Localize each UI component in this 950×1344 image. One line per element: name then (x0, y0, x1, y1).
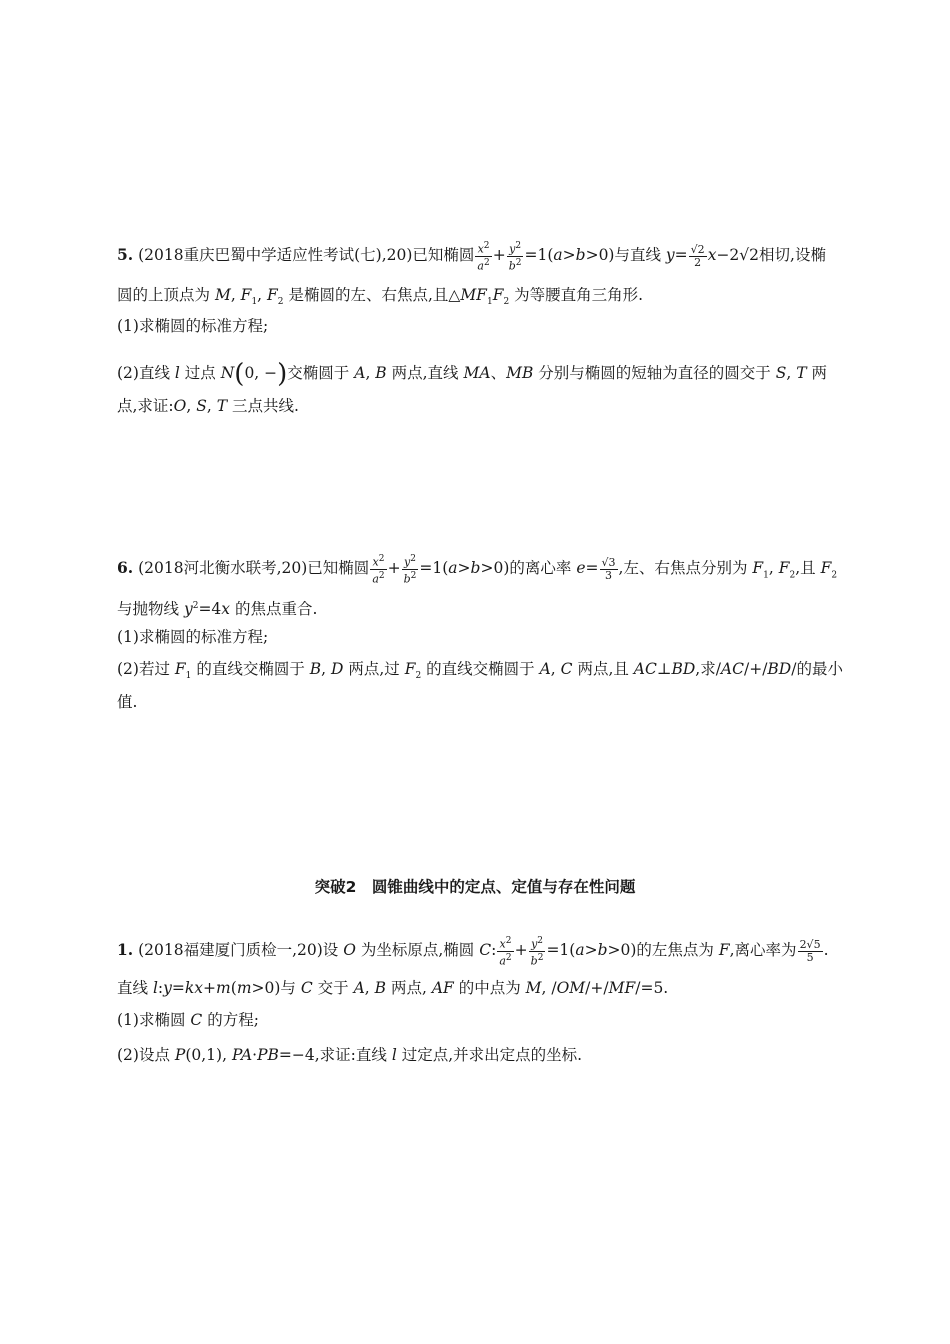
problem-6-line-1: 6. (2018河北衡水联考,20)已知椭圆 $\frac{x^2}{a^2}$ + $\frac{y^2}{b^2}$ =1(a>b>0)的离心率 e= $\frac{√3}{3}$ ,左、右焦点分别为 $F_1$, $F_2$,且 $F_2$ (117, 554, 838, 586)
problem-5-line-1: 5. (2018重庆巴蜀中学适应性考试(七),20)已知椭圆 $\frac{x^2}{a^2}$ + $\frac{y^2}{b^2}$ =1(a>b>0)与直线 y= $\frac{√2}{2}$ x−2√2相切,设椭 (117, 241, 826, 273)
problem-number: 1. (117, 940, 134, 960)
fraction: $\frac{y^2}{b^2}$ (530, 936, 544, 968)
problem-5-line-5: 点,求证:O, S, T 三点共线. (117, 397, 299, 415)
fraction: $\frac{x^2}{a^2}$ (372, 554, 385, 586)
problem-6-line-5: 值. (117, 693, 138, 711)
problem-number: 6. (117, 558, 134, 578)
problem-5-line-3: (1)求椭圆的标准方程; (117, 317, 269, 335)
problem-number: 5. (117, 245, 134, 265)
problem-s2-1-line-2: 直线 l:y=kx+m(m>0)与 C 交于 A, B 两点, AF 的中点为 M, /OM/+/MF/=5. (117, 979, 669, 997)
problem-5-line-4: (2)直线 l 过点 N(0, −)交椭圆于 A, B 两点,直线 MA、MB 分别与椭圆的短轴为直径的圆交于 S, T 两 (117, 359, 827, 389)
fraction: $\frac{√2}{2}$ (690, 242, 705, 269)
problem-6-line-2: 与抛物线 $y^2=4x$ 的焦点重合. (117, 600, 318, 619)
fraction: $\frac{x^2}{a^2}$ (477, 241, 490, 273)
problem-s2-1-line-3: (1)求椭圆 C 的方程; (117, 1011, 259, 1029)
problem-s2-1-line-4: (2)设点 P(0,1), PA·PB=−4,求证:直线 l 过定点,并求出定点的坐标. (117, 1046, 583, 1064)
fraction: $\frac{√3}{3}$ (601, 555, 616, 582)
fraction: $\frac{x^2}{a^2}$ (499, 936, 512, 968)
fraction: $\frac{y^2}{b^2}$ (403, 554, 417, 586)
section-title: 突破2 圆锥曲线中的定点、定值与存在性问题 (314, 878, 636, 896)
problem-6-line-4: (2)若过 $F_1$ 的直线交椭圆于 B, D 两点,过 $F_2$ 的直线交椭圆于 A, C 两点,且 AC⊥BD,求/AC/+/BD/的最小 (117, 660, 843, 682)
problem-s2-1-line-1: 1. (2018福建厦门质检一,20)设 O 为坐标原点,椭圆 C: $\frac{x^2}{a^2}$ + $\frac{y^2}{b^2}$ =1(a>b>0)的左焦点为 F,离心率为 $\frac{2√5}{5}$ . (117, 936, 829, 968)
problem-6-line-3: (1)求椭圆的标准方程; (117, 628, 269, 646)
fraction: $\frac{y^2}{b^2}$ (508, 241, 522, 273)
fraction: $\frac{2√5}{5}$ (799, 937, 821, 964)
problem-5-line-2: 圆的上顶点为 M, $F_1$, $F_2$ 是椭圆的左、右焦点,且$\triangle MF_1F_2$ 为等腰直角三角形. (117, 286, 644, 308)
